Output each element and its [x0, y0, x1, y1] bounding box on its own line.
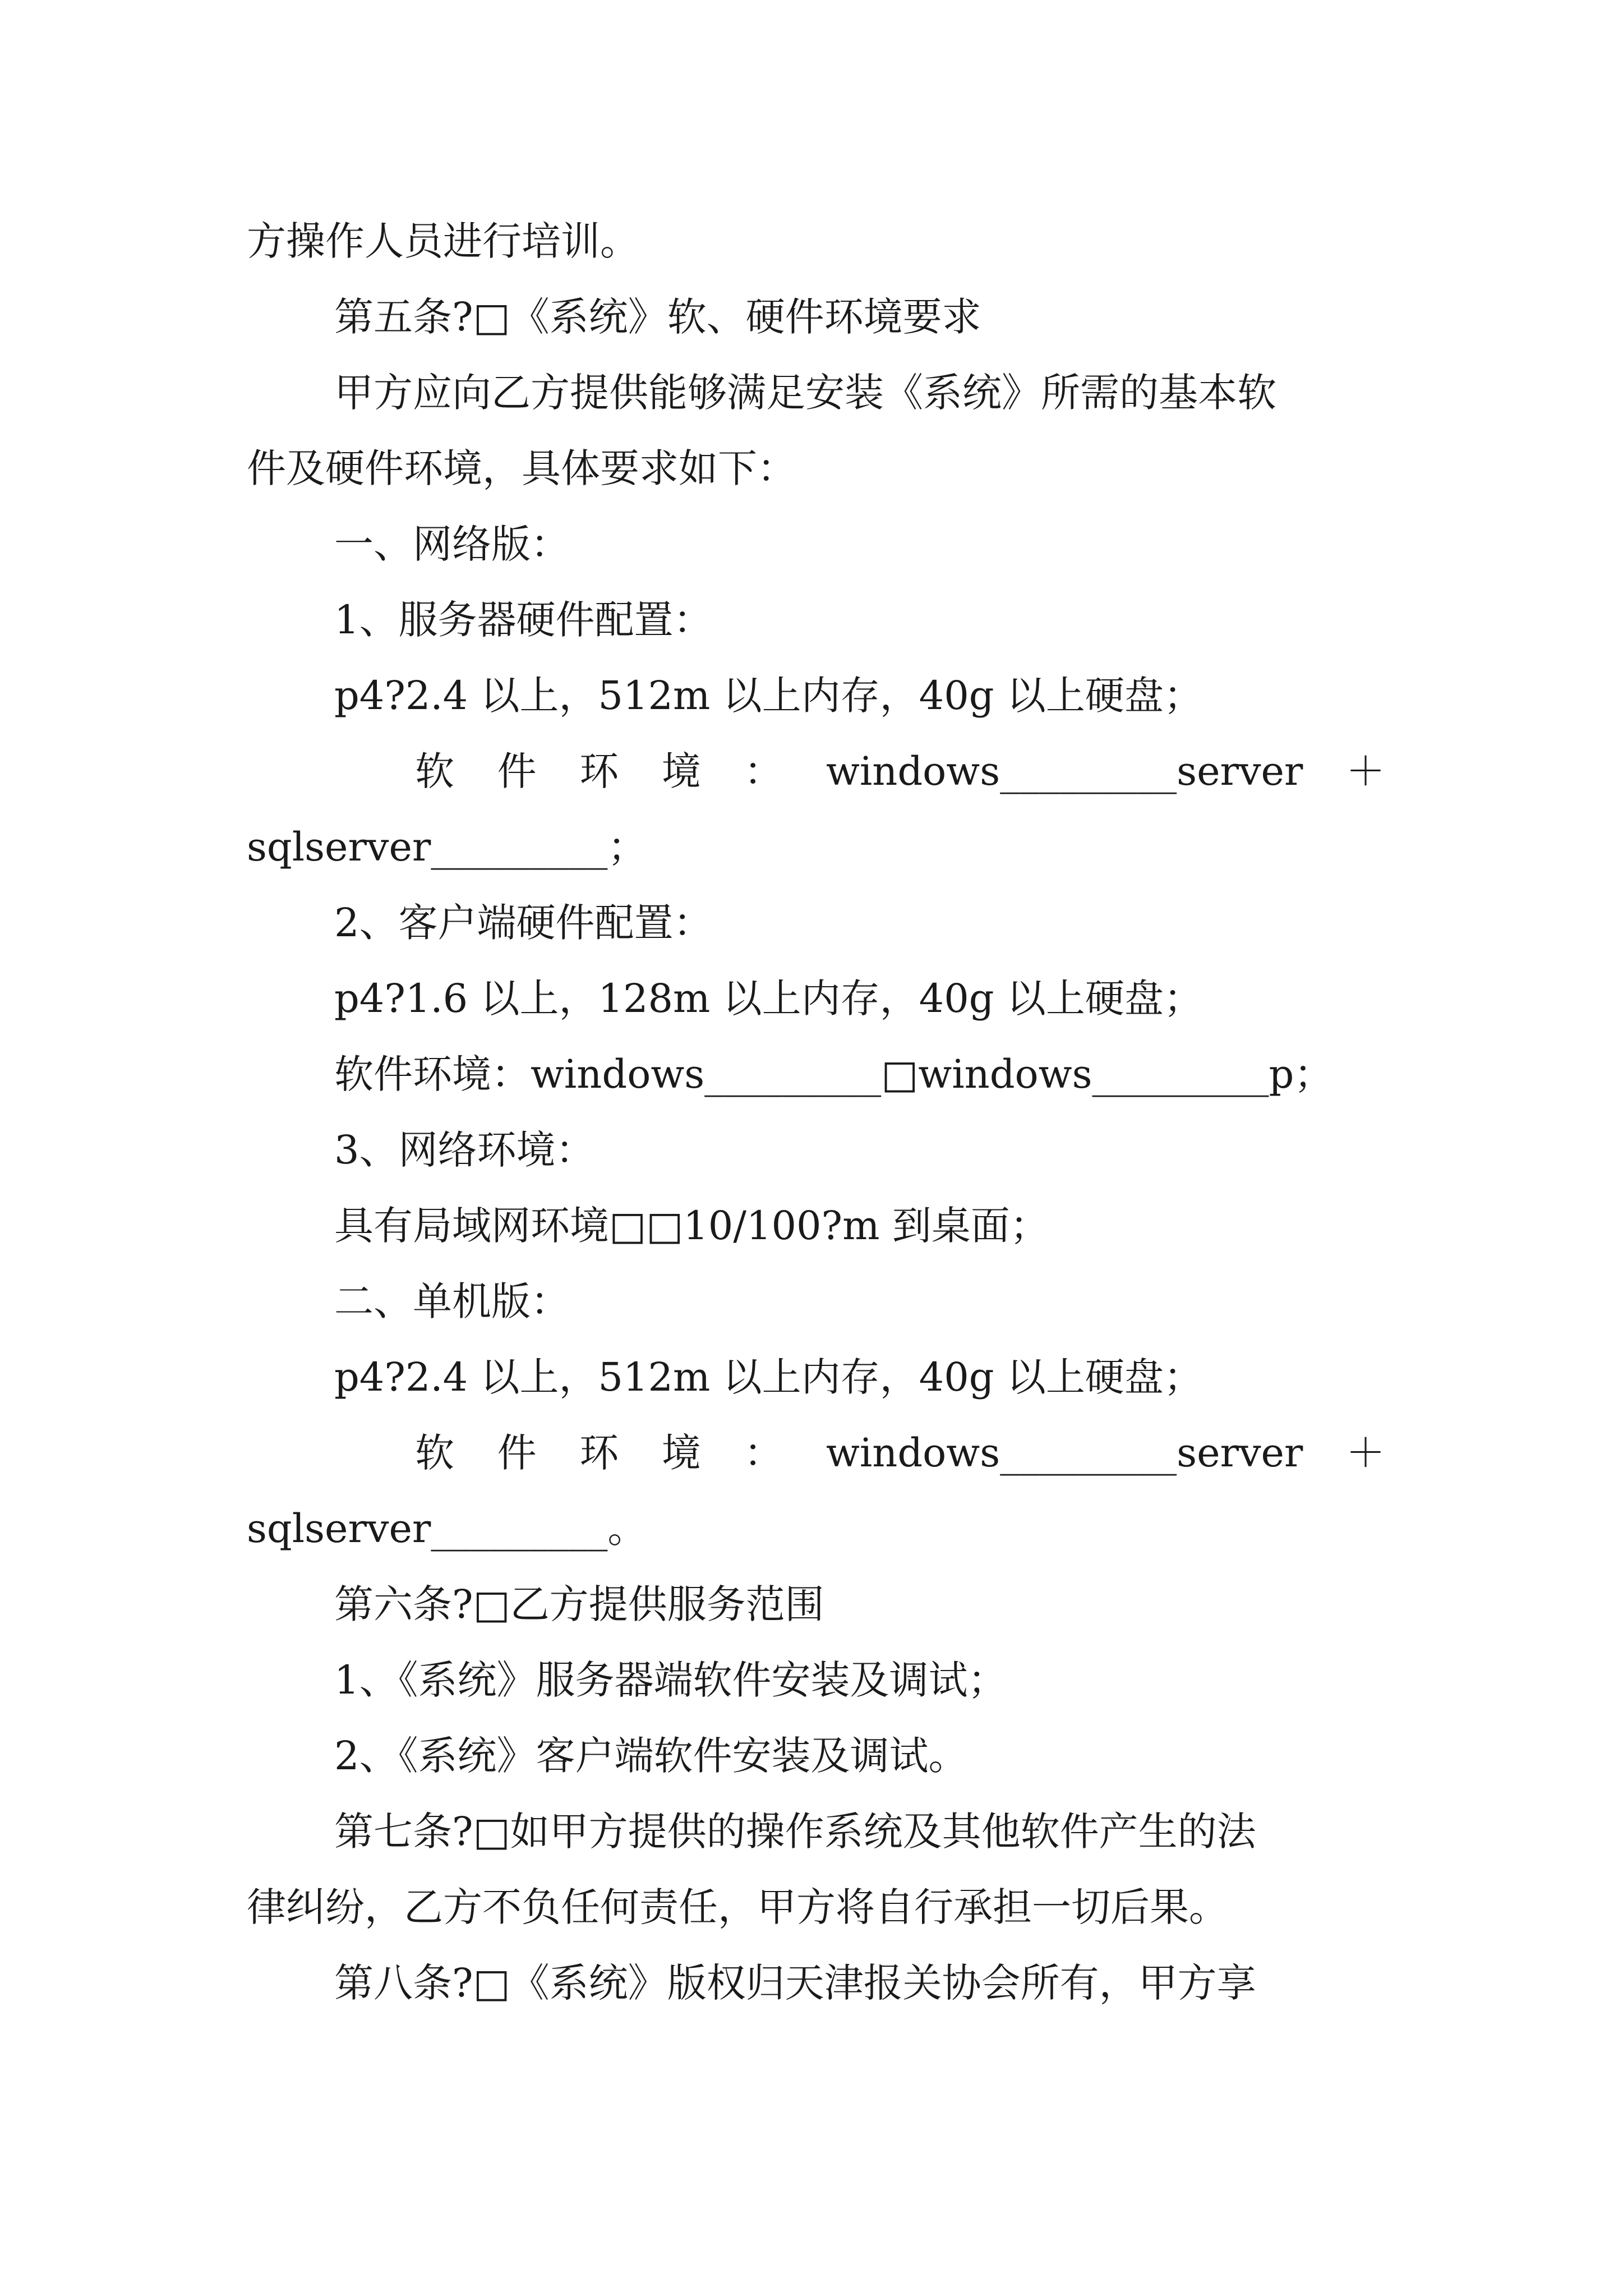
software-env-line [415, 733, 1385, 809]
list-item: 2、《系统》客户端软件安装及调试。 [334, 1733, 968, 1779]
text-segment: ＋ [1346, 1430, 1385, 1476]
article-heading: 第六条?□乙方提供服务范围 [334, 1581, 824, 1627]
article-heading: 第七条?□如甲方提供的操作系统及其他软件产生的法 [334, 1809, 1256, 1855]
text-segment: ＋ [1346, 748, 1385, 794]
software-env-line [415, 1415, 1385, 1491]
paragraph-line: p4?1.6 以上，128m 以上内存，40g 以上硬盘； [334, 976, 1203, 1022]
text-segment: 环 [579, 748, 619, 794]
text-segment: 件 [497, 748, 537, 794]
text-segment: windows_________server [826, 1430, 1303, 1476]
text-segment: 件 [497, 1430, 537, 1476]
text-segment: windows_________server [826, 748, 1303, 794]
text-segment: 软 [415, 748, 454, 794]
section-heading: 一、网络版： [334, 521, 570, 567]
article-heading: 第八条?□《系统》版权归天津报关协会所有，甲方享 [334, 1960, 1256, 2006]
article-heading: 第五条?□《系统》软、硬件环境要求 [334, 294, 981, 340]
list-item: 3、网络环境： [334, 1127, 595, 1173]
paragraph-line: 软件环境：windows_________□windows_________p； [334, 1051, 1334, 1097]
paragraph-line: 方操作人员进行培训。 [247, 218, 639, 264]
paragraph-line: 具有局域网环境□□10/100?m 到桌面； [334, 1203, 1049, 1249]
section-heading: 二、单机版： [334, 1278, 570, 1324]
text-segment: 软 [415, 1430, 454, 1476]
list-item: 2、客户端硬件配置： [334, 900, 713, 946]
paragraph-line: 件及硬件环境，具体要求如下： [247, 445, 796, 491]
list-item: 1、服务器硬件配置： [334, 597, 713, 643]
paragraph-line: sqlserver_________。 [247, 1506, 647, 1552]
text-segment: 境 [661, 748, 701, 794]
paragraph-line: sqlserver_________； [247, 824, 647, 870]
paragraph-line: 甲方应向乙方提供能够满足安装《系统》所需的基本软 [334, 370, 1276, 416]
list-item: 1、《系统》服务器端软件安装及调试； [334, 1657, 1007, 1703]
paragraph-line: p4?2.4 以上，512m 以上内存，40g 以上硬盘； [334, 1354, 1203, 1400]
paragraph-line: 律纠纷，乙方不负任何责任，甲方将自行承担一切后果。 [247, 1884, 1228, 1930]
text-segment: ： [744, 1430, 783, 1476]
text-segment: ： [744, 748, 783, 794]
text-segment: 境 [661, 1430, 701, 1476]
paragraph-line: p4?2.4 以上，512m 以上内存，40g 以上硬盘； [334, 673, 1203, 719]
text-segment: 环 [579, 1430, 619, 1476]
